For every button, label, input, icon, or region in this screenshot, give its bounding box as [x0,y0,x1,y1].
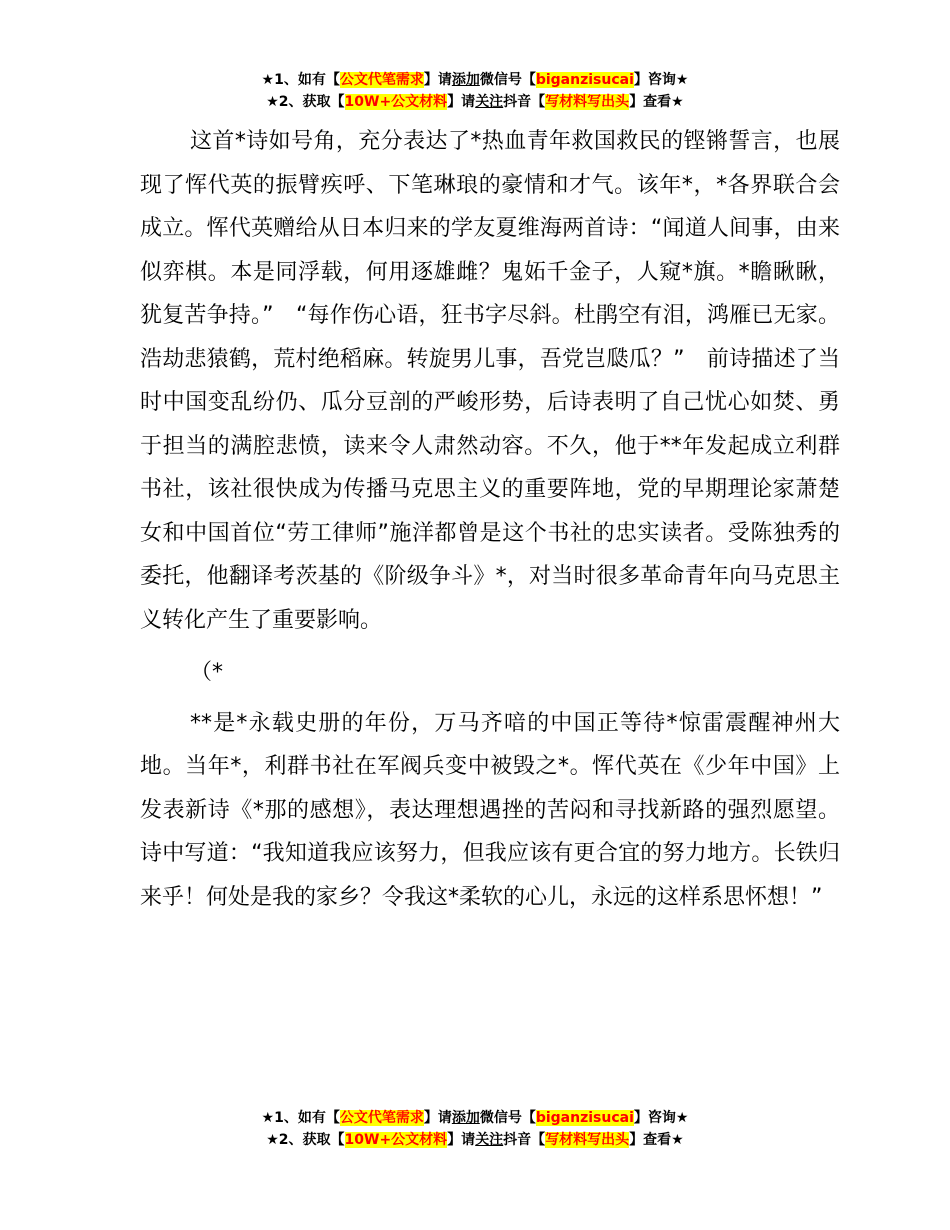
body-paragraph: 这首*诗如号角，充分表达了*热血青年救国救民的铿锵誓言，也展现了恽代英的振臂疾呼、下笔琳琅的豪情和才气。该年*，*各界联合会成立。恽代英赠给从日本归来的学友夏维海两首诗：“闻道人间事，由来似弈棋。本是同浮载，何用逐雄雌？鬼妬千金子，人窥*旗。*瞻瞅瞅，犹复苦争持。” “每作伤心语，狂书字尽斜。杜鹃空有泪，鸿雁已无家。浩劫悲猿鹤，荒村绝稻麻。转旋男儿事，吾党岂瓞瓜？” 前诗描述了当时中国变乱纷仍、瓜分豆剖的严峻形势，后诗表明了自己忧心如焚、勇于担当的满腔悲愤，读来令人肃然动容。不久，他于**年发起成立利群书社，该社很快成为传播马克思主义的重要阵地，党的早期理论家萧楚女和中国首位“劳工律师”施洋都曾是这个书社的忠实读者。受陈独秀的委托，他翻译考茨基的《阶级争斗》*，对当时很多革命青年向马克思主义转化产生了重要影响。 [140,129,840,633]
body-paragraph: （* [190,660,224,685]
banner-text: 】咨询★ [633,72,689,88]
banner-underlined: 添加 [451,72,480,88]
banner-text: 微信号【 [479,72,536,88]
banner-highlight: 10W+公文材料 [344,94,448,110]
banner-text: 微信号【 [479,1110,536,1126]
header-banner [0,69,950,113]
banner-underlined: 添加 [451,1110,480,1126]
banner-text: 】请 [423,72,452,88]
banner-highlight: 公文代笔需求 [339,72,424,88]
document-body [140,120,840,919]
banner-highlight: 公文代笔需求 [339,1110,424,1126]
banner-text: ★1、如有【 [261,1110,340,1126]
banner-line-1 [0,69,950,91]
banner-underlined: 关注 [475,94,504,110]
banner-text: 】查看★ [629,1132,684,1148]
footer-banner [0,1107,950,1151]
banner-text: ★2、获取【 [266,94,345,110]
body-paragraph: **是*永载史册的年份，万马齐喑的中国正等待*惊雷震醒神州大地。当年*，利群书社在军阀兵变中被毁之*。恽代英在《少年中国》上发表新诗《*那的感想》，表达理想遇挫的苦闷和寻找新路的强烈愿望。诗中写道：“我知道我应该努力，但我应该有更合宜的努力地方。长铁归来乎！何处是我的家乡？令我这*柔软的心儿，永远的这样系思怀想！” [140,710,840,910]
banner-text: 抖音【 [503,94,546,110]
banner-text: 】请 [447,1132,476,1148]
banner-text: 】咨询★ [633,1110,689,1126]
banner-highlight: biganzisucai [535,1110,634,1126]
banner-line-2 [0,1129,950,1151]
banner-text: 】请 [423,1110,452,1126]
banner-highlight: 写材料写出头 [545,1132,630,1148]
banner-text: 】查看★ [629,94,684,110]
banner-highlight: 写材料写出头 [545,94,630,110]
banner-line-2 [0,91,950,113]
banner-text: 抖音【 [503,1132,546,1148]
banner-text: ★2、获取【 [266,1132,345,1148]
banner-text: 】请 [447,94,476,110]
banner-underlined: 关注 [475,1132,504,1148]
banner-highlight: 10W+公文材料 [344,1132,448,1148]
banner-highlight: biganzisucai [535,72,634,88]
banner-line-1 [0,1107,950,1129]
banner-text: ★1、如有【 [261,72,340,88]
